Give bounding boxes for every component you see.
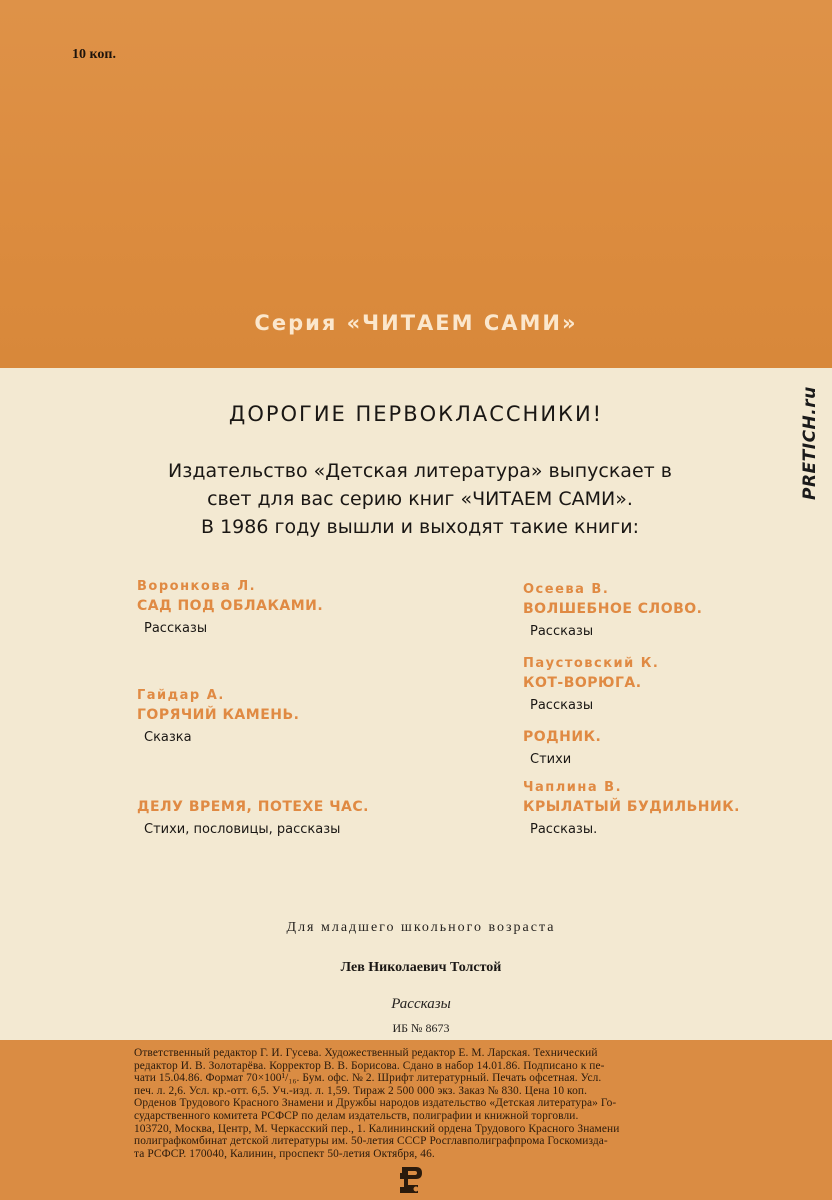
intro-line: Издательство «Детская литература» выпускает в (168, 460, 672, 482)
imprint-line: Орденов Трудового Красного Знамени и Дружбы народов издательство «Детская литература» Го- (134, 1097, 617, 1110)
book-author: Воронкова Л. (137, 579, 257, 594)
imprint-text (134, 1047, 720, 1160)
book-author-full: Лев Николаевич Толстой (340, 960, 502, 975)
book-genre: Стихи (530, 752, 572, 767)
book-entry (523, 580, 702, 642)
imprint-line: та РСФСР. 170040, Калинин, проспект 50-летия Октября, 46. (134, 1147, 435, 1160)
imprint-line: полиграфкомбинат детской литературы им. 50-летия СССР Росглавполиграфпрома Госкомизда- (134, 1135, 608, 1148)
book-entry (523, 654, 659, 716)
book-author: Гайдар А. (137, 688, 225, 703)
book-author: Чаплина В. (523, 780, 623, 795)
book-author: Осеева В. (523, 582, 610, 597)
book-title: ВОЛШЕБНОЕ СЛОВО. (523, 601, 703, 617)
book-entry (137, 686, 299, 748)
book-genre: Рассказы (530, 624, 594, 639)
book-entry (523, 778, 740, 840)
publisher-logo-icon (396, 1163, 426, 1197)
book-title: КОТ-ВОРЮГА. (523, 675, 642, 691)
imprint-line: сударственного комитета РСФСР по делам издательств, полиграфии и книжной торговли. (134, 1109, 579, 1122)
book-genre: Стихи, пословицы, рассказы (144, 822, 341, 837)
watermark: PRETICH.ru (800, 386, 820, 500)
intro-text (120, 457, 720, 541)
ib-number: ИБ № 8673 (392, 1021, 450, 1035)
book-entry (137, 797, 369, 840)
imprint-line: печ. л. 2,6. Усл. кр.-отт. 6,5. Уч.-изд. л. 1,59. Тираж 2 500 000 экз. Заказ № 830. Цена 10 коп. (134, 1084, 588, 1097)
intro-line: В 1986 году вышли и выходят такие книги: (201, 516, 639, 538)
page-heading: ДОРОГИЕ ПЕРВОКЛАССНИКИ! (228, 402, 604, 426)
imprint-line: редактор И. В. Золотарёва. Корректор В. В. Борисова. Сдано в набор 14.01.86. Подписано к пе- (134, 1059, 605, 1072)
book-genre-label: Рассказы (391, 996, 451, 1012)
book-title: КРЫЛАТЫЙ БУДИЛЬНИК. (523, 799, 740, 815)
book-entry (523, 727, 601, 770)
price-label: 10 коп. (72, 47, 116, 62)
book-title: ГОРЯЧИЙ КАМЕНЬ. (137, 707, 300, 723)
book-entry (137, 577, 323, 639)
series-label: Серия «ЧИТАЕМ САМИ» (254, 311, 578, 335)
imprint-line: 103720, Москва, Центр, М. Черкасский пер., 1. Калининский ордена Трудового Красного Знамени (134, 1122, 620, 1135)
imprint-line: чати 15.04.86. Формат 70×100¹/₁₆. Бум. офс. № 2. Шрифт литературный. Печать офсетная. Усл. (134, 1072, 602, 1085)
book-genre: Рассказы (530, 698, 594, 713)
book-author: Паустовский К. (523, 656, 660, 671)
age-note: Для младшего школьного возраста (286, 920, 556, 935)
book-genre: Рассказы. (530, 822, 598, 837)
imprint-line: Ответственный редактор Г. И. Гусева. Художественный редактор Е. М. Ларская. Технический (134, 1047, 598, 1059)
intro-line: свет для вас серию книг «ЧИТАЕМ САМИ». (207, 488, 633, 510)
book-title: ДЕЛУ ВРЕМЯ, ПОТЕХЕ ЧАС. (137, 799, 369, 815)
book-title: САД ПОД ОБЛАКАМИ. (137, 598, 324, 614)
book-genre: Сказка (144, 730, 192, 745)
book-genre: Рассказы (144, 621, 208, 636)
book-title: РОДНИК. (523, 729, 602, 745)
